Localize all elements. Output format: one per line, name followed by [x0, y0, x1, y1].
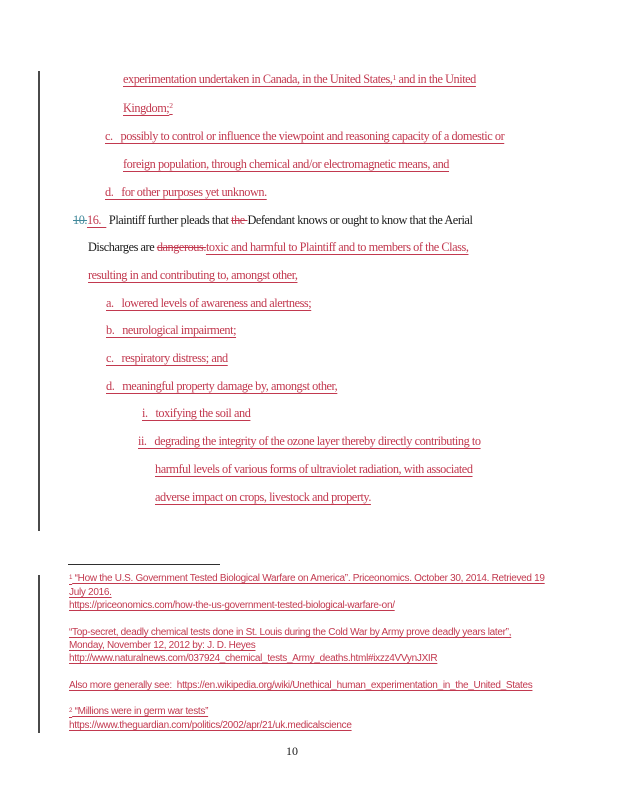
body-line — [73, 179, 555, 207]
body-line — [73, 290, 555, 318]
text-segment: adverse impact on crops, livestock and property. — [155, 489, 371, 504]
text-segment: Discharges are — [88, 240, 157, 255]
body-line — [73, 317, 555, 345]
text-segment: “Millions were in germ war tests” — [72, 705, 209, 717]
text-segment: Also more generally see: https://en.wikipedia.org/wiki/Unethical_human_experimentation_in_the_United_States — [69, 679, 533, 691]
text-segment: b. neurological impairment; — [106, 323, 237, 338]
body-line — [73, 207, 555, 235]
text-segment: harmful levels of various forms of ultraviolet radiation, with associated — [155, 461, 473, 476]
footnote-1-text — [69, 572, 555, 586]
footnote-1-text — [69, 586, 555, 599]
text-segment: 1 — [392, 72, 396, 82]
text-segment: foreign population, through chemical and/or electromagnetic means, and — [123, 157, 450, 172]
body-line — [73, 262, 555, 290]
wikipedia-link[interactable] — [69, 679, 555, 692]
footnote-1-text — [69, 626, 555, 639]
body-line — [73, 400, 555, 428]
text-segment: d. meaningful property damage by, amongst other, — [106, 378, 338, 393]
text-segment: Plaintiff further pleads that — [106, 212, 232, 227]
body-line — [73, 484, 555, 512]
text-segment: Defendant knows or ought to know that the Aerial — [247, 212, 473, 227]
text-segment: July 2016. — [69, 587, 112, 599]
footnote-spacer — [69, 613, 555, 626]
page-number: 10 — [286, 744, 298, 758]
body-line — [73, 373, 555, 401]
text-segment: i. toxifying the soil and — [142, 406, 251, 421]
footnotes — [69, 572, 555, 732]
body-line — [73, 345, 555, 373]
body-line — [73, 428, 555, 456]
body-line — [73, 151, 555, 179]
guardian-link[interactable] — [69, 719, 555, 732]
priceonomics-link[interactable] — [69, 599, 555, 612]
text-segment: “Top-secret, deadly chemical tests done in St. Louis during the Cold War by Army prove deadly years later”, — [69, 626, 512, 638]
body-line — [73, 123, 555, 151]
body-text — [73, 66, 555, 511]
text-segment: 16. — [87, 212, 107, 227]
footnote-1-text — [69, 639, 555, 652]
footnote-2-text — [69, 705, 555, 719]
text-segment: and in the United — [395, 72, 476, 86]
text-segment: ii. degrading the integrity of the ozone layer thereby directly contributing to — [138, 434, 481, 449]
text-segment: d. for other purposes yet unknown. — [105, 184, 267, 199]
text-segment: dangerous. — [156, 240, 206, 255]
body-line — [73, 456, 555, 484]
text-segment: https://www.theguardian.com/politics/2002/apr/21/uk.medicalscience — [69, 720, 352, 732]
naturalnews-link[interactable] — [69, 652, 555, 665]
body-line — [73, 95, 555, 124]
text-segment: 2 — [169, 101, 173, 111]
text-segment: toxic and harmful to Plaintiff and to members of the Class, — [205, 240, 469, 255]
text-segment: experimentation undertaken in Canada, in the United States, — [123, 72, 393, 86]
text-segment: resulting in and contributing to, amongst other, — [88, 267, 298, 282]
footnote-separator — [68, 564, 220, 565]
text-segment: “How the U.S. Government Tested Biological Warfare on America”. Priceonomics. October 30, 2014. Retrieved 19 — [72, 573, 545, 584]
text-segment: the — [231, 212, 248, 227]
text-segment: Kingdom; — [123, 100, 170, 115]
text-segment: 1 — [69, 573, 73, 581]
text-segment: c. respiratory distress; and — [106, 351, 228, 366]
change-bar — [38, 575, 40, 733]
footnote-spacer — [69, 665, 555, 678]
change-bar — [38, 71, 40, 531]
text-segment: http://www.naturalnews.com/037924_chemical_tests_Army_deaths.html#ixzz4VVynJXIR — [69, 653, 438, 665]
text-segment: a. lowered levels of awareness and alertness; — [106, 295, 312, 310]
body-line — [73, 234, 555, 262]
text-segment: 2 — [69, 706, 73, 714]
text-segment: Monday, November 12, 2012 by: J. D. Heyes — [69, 640, 256, 651]
text-segment: c. possibly to control or influence the viewpoint and reasoning capacity of a domestic or — [105, 129, 505, 144]
text-segment: 10. — [73, 212, 88, 227]
text-segment: https://priceonomics.com/how-the-us-government-tested-biological-warfare-on/ — [69, 600, 395, 612]
body-line — [73, 66, 555, 95]
footnote-spacer — [69, 692, 555, 705]
